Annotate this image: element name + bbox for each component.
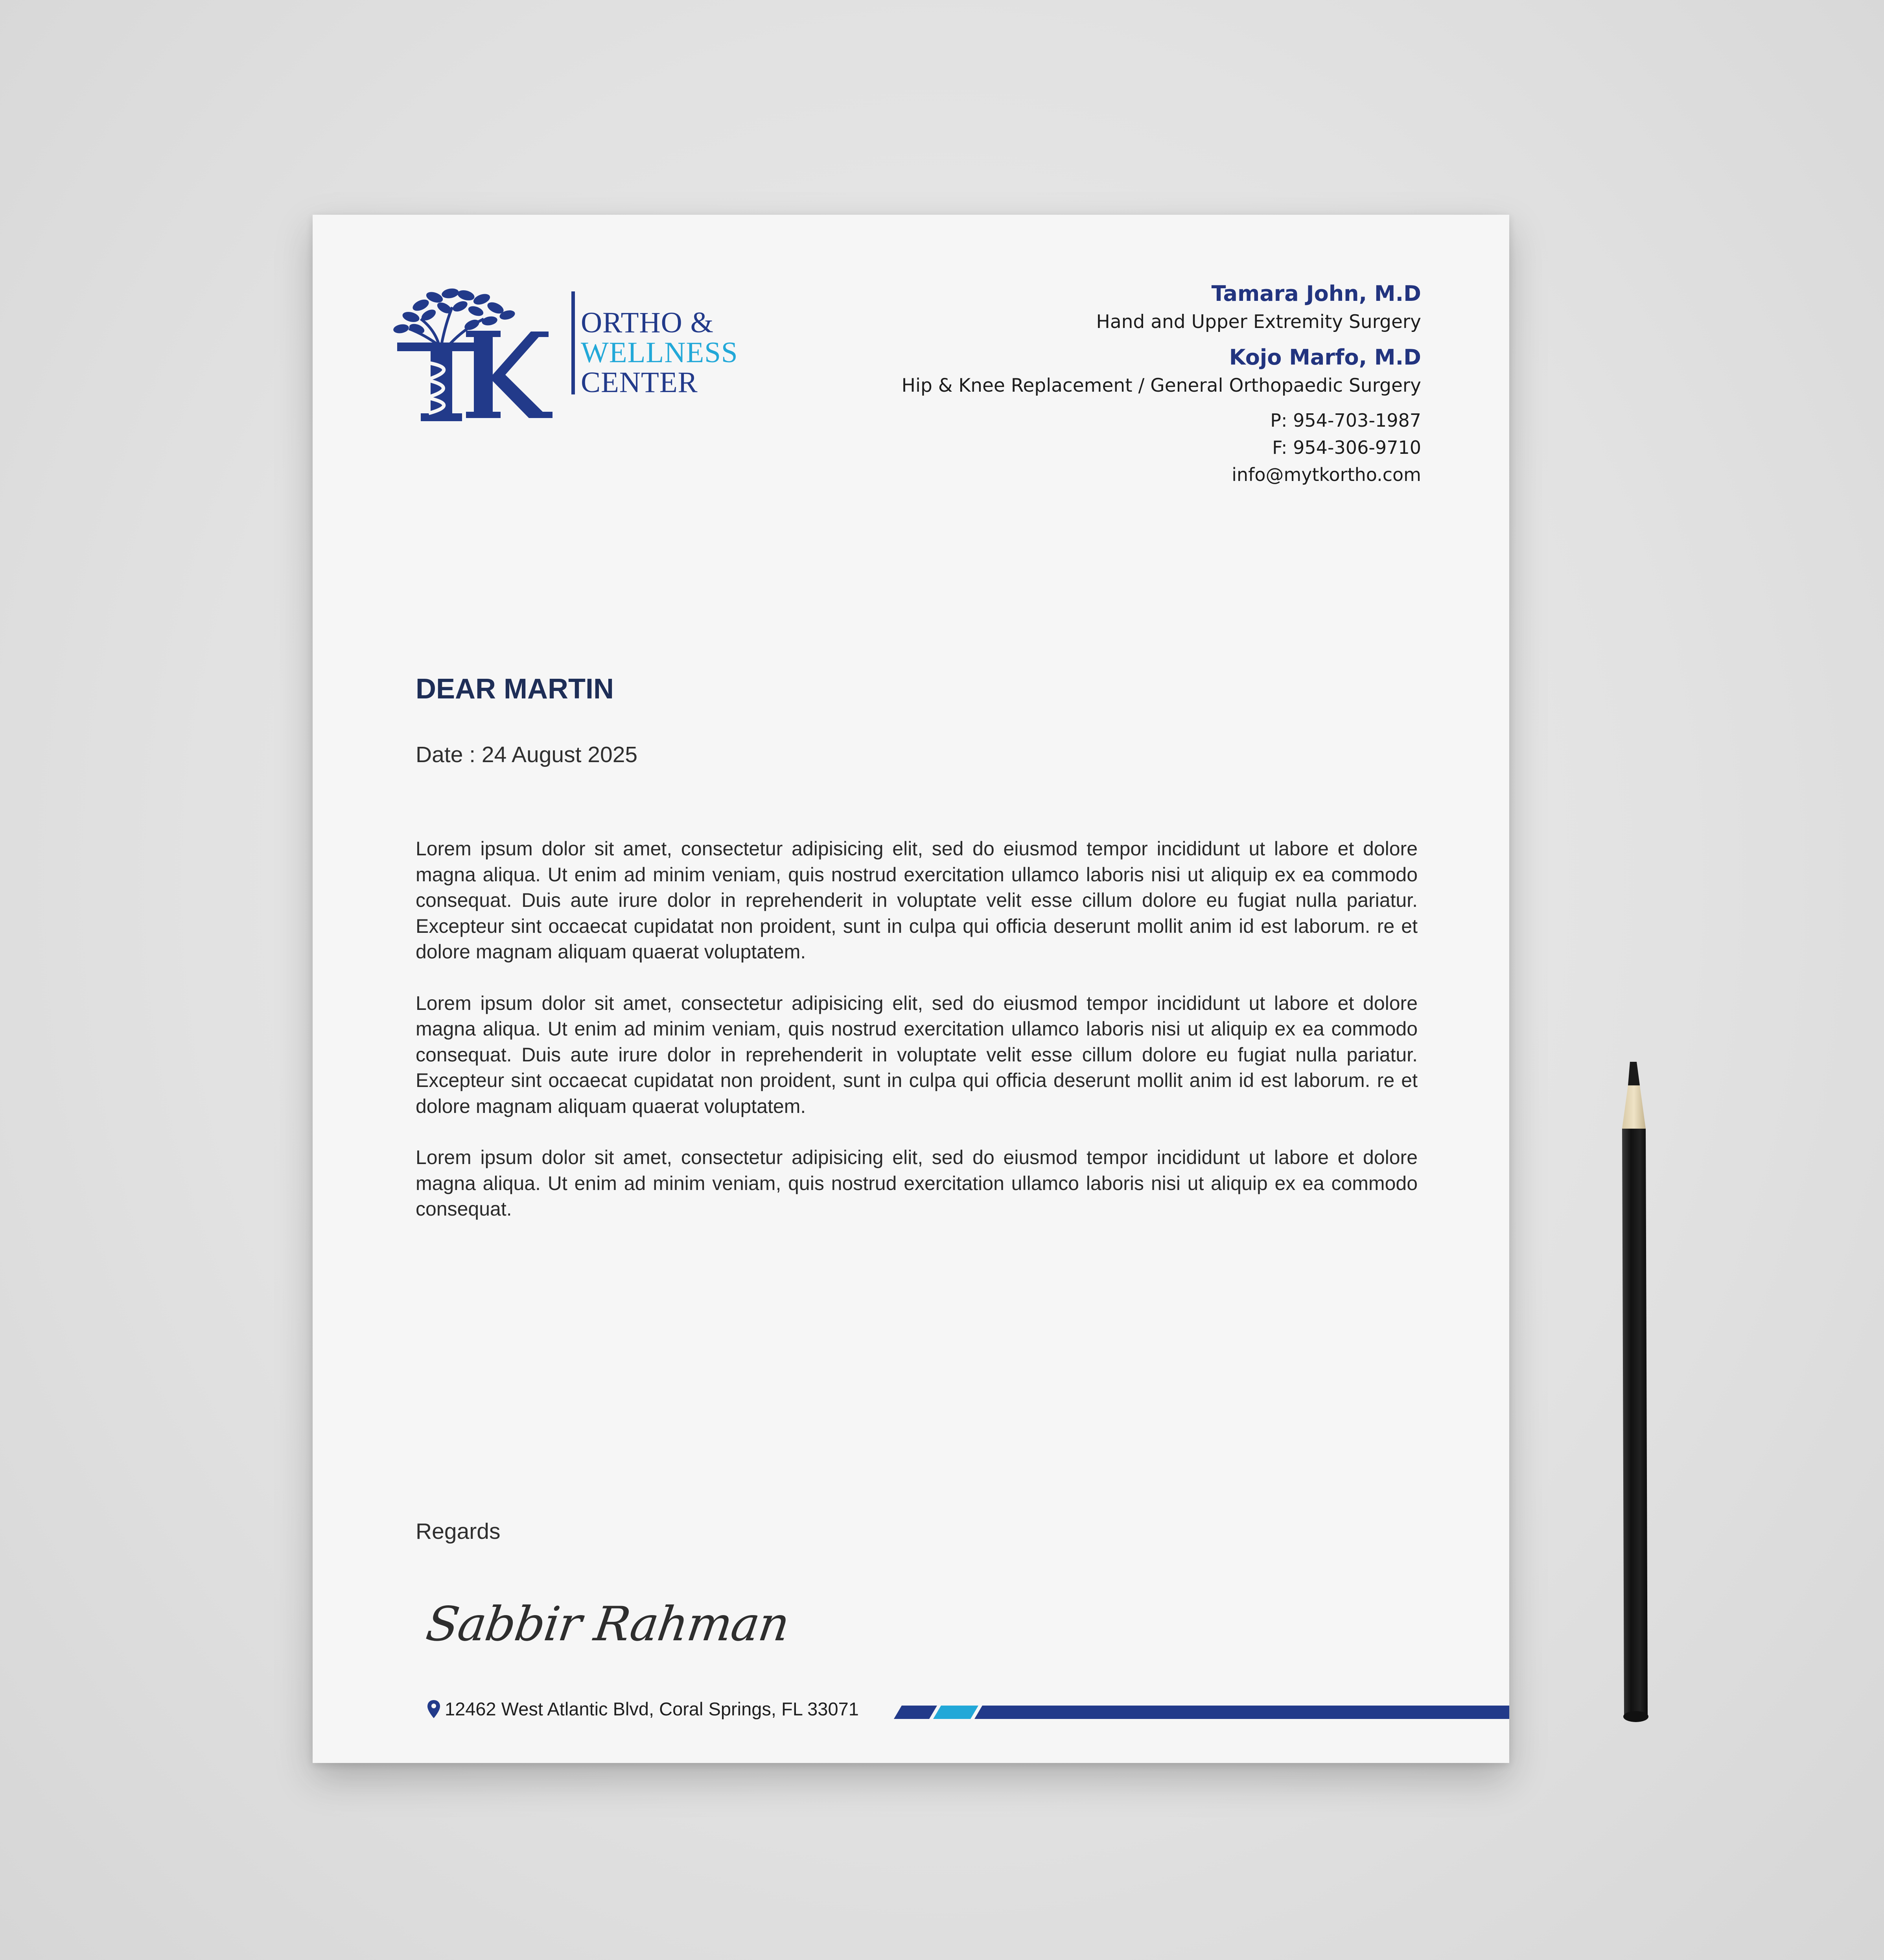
signature-text: Sabbir Rahman bbox=[423, 1597, 792, 1652]
header-contact-block bbox=[902, 280, 1421, 488]
doctor-2-name: Kojo Marfo, M.D bbox=[1229, 345, 1421, 370]
handwritten-signature bbox=[411, 1554, 792, 1672]
letterhead-page bbox=[313, 215, 1509, 1763]
doctor-2-specialty: Hip & Knee Replacement / General Orthopaedic Surgery bbox=[901, 375, 1421, 396]
clinic-name-line-2: WELLNESS bbox=[581, 336, 738, 369]
clinic-name bbox=[581, 308, 738, 398]
letter-date: Date : 24 August 2025 bbox=[416, 742, 638, 767]
letter-body bbox=[416, 836, 1418, 1248]
footer-stripe-graphic bbox=[894, 1706, 1509, 1719]
fax-number: F: 954-306-9710 bbox=[1272, 437, 1421, 458]
clinic-logo bbox=[393, 284, 759, 429]
doctor-1-specialty: Hand and Upper Extremity Surgery bbox=[1096, 311, 1421, 333]
footer-address bbox=[427, 1698, 859, 1720]
clinic-name-line-1: ORTHO & bbox=[581, 306, 714, 339]
body-paragraph-3: Lorem ipsum dolor sit amet, consectetur adipisicing elit, sed do eiusmod tempor incididunt ut labore et dolore magna aliqua. Ut enim ad minim veniam, quis nostrud exercitation ullamco laboris nisi ut aliquip ex ea commodo consequat. bbox=[416, 1146, 1418, 1220]
doctor-1-name: Tamara John, M.D bbox=[1211, 281, 1421, 306]
footer-address-text: 12462 West Atlantic Blvd, Coral Springs, FL 33071 bbox=[445, 1698, 859, 1719]
body-paragraph-1: Lorem ipsum dolor sit amet, consectetur adipisicing elit, sed do eiusmod tempor incididunt ut labore et dolore magna aliqua. Ut enim ad minim veniam, quis nostrud exercitation ullamco laboris nisi ut aliquip ex ea commodo consequat. Duis aute irure dolor in reprehenderit in voluptate velit esse cillum dolore eu fugiat nulla pariatur. Excepteur sint occaecat cupidatat non proident, sunt in culpa qui officia deserunt mollit anim id est laborum. re et dolore magnam aliquam quaerat voluptatem. bbox=[416, 838, 1418, 963]
tree-monogram-icon bbox=[393, 284, 574, 425]
letter-closing: Regards bbox=[416, 1519, 501, 1544]
logo-divider bbox=[571, 291, 575, 394]
email-address: info@mytkortho.com bbox=[1232, 464, 1421, 485]
clinic-name-line-3: CENTER bbox=[581, 366, 698, 399]
pencil-image bbox=[1612, 1062, 1656, 1726]
body-paragraph-2: Lorem ipsum dolor sit amet, consectetur adipisicing elit, sed do eiusmod tempor incididunt ut labore et dolore magna aliqua. Ut enim ad minim veniam, quis nostrud exercitation ullamco laboris nisi ut aliquip ex ea commodo consequat. Duis aute irure dolor in reprehenderit in voluptate velit esse cillum dolore eu fugiat nulla pariatur. Excepteur sint occaecat cupidatat non proident, sunt in culpa qui officia deserunt mollit anim id est laborum. re et dolore magnam aliquam quaerat voluptatem. bbox=[416, 992, 1418, 1117]
location-pin-icon bbox=[427, 1699, 441, 1719]
letter-greeting: DEAR MARTIN bbox=[416, 673, 614, 705]
phone-number: P: 954-703-1987 bbox=[1270, 410, 1421, 431]
